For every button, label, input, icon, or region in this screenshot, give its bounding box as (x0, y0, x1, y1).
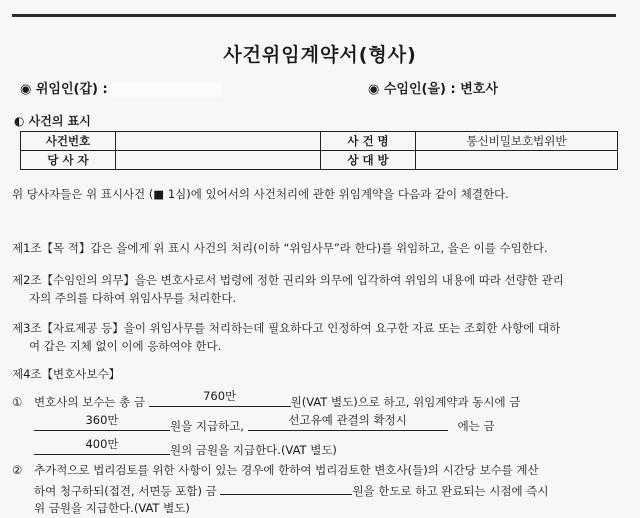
fee-text: 에는 금 (457, 419, 495, 433)
fee-total-amount: 760만 (203, 389, 237, 403)
fee-success-amount: 400만 (85, 437, 119, 451)
table-header-cell: 사건번호 (21, 132, 116, 151)
fee-condition: 선고유예 관결의 확정시 (288, 413, 407, 427)
fee-line-2 (12, 413, 640, 436)
article-3-line1: 제3조【자료제공 등】을이 위임사무를 처리하는데 필요하다고 인정하여 요구한 자료 또는 조회한 사항에 대하 (12, 321, 561, 335)
table-cell (116, 132, 321, 151)
top-rule (12, 14, 616, 17)
table-cell (116, 151, 321, 170)
delegatee-row (368, 78, 498, 97)
table-header-cell: 사 건 명 (321, 132, 416, 151)
case-table (20, 131, 618, 170)
fee-total-field (149, 389, 291, 407)
fee-advance-amount: 360만 (85, 413, 119, 427)
fee-line-3 (12, 437, 640, 460)
delegator-label: ◉ 위임인(갑) : (20, 82, 108, 97)
item-number: ② (12, 463, 23, 477)
item-number: ① (12, 395, 23, 409)
fee-success-field (34, 437, 170, 455)
section-title: ◐ 사건의 표시 (14, 114, 91, 128)
fee-cap-field (220, 480, 352, 495)
fee-text: 추가적으로 법리검토를 위한 사항이 있는 경우에 한하여 법리검토한 변호사(들)의 시간당 보수를 계산 (34, 463, 539, 477)
table-row (21, 151, 618, 170)
article-1: 제1조【목 적】갑은 을에게 위 표시 사건의 처리(이하 “위임사무”라 한다)를 위임하고, 을은 이를 수임한다. (12, 241, 548, 255)
fee-text: 원(VAT 별도)으로 하고, 위임계약과 동시에 금 (290, 395, 521, 409)
article-4-title: 제4조【변호사보수】 (12, 367, 121, 381)
table-header-cell: 상 대 방 (321, 151, 416, 170)
fee-advance-field (34, 413, 170, 431)
fee-text: 원의 금원을 지급한다.(VAT 별도) (170, 443, 337, 457)
intro-text: 위 당사자들은 위 표시사건 (■ 1심)에 있어서의 사건처리에 관한 위임계약을 다음과 같이 체결한다. (12, 187, 509, 201)
fee-text: 하여 청구하되(접견, 서면등 포함) 금 (34, 484, 217, 498)
article-2-line1: 제2조【수임인의 의무】을은 변호사로서 법령에 정한 권리와 의무에 입각하여 위임의 내용에 따라 선량한 관리 (12, 273, 564, 287)
delegatee-value: 변호사 (460, 82, 498, 97)
table-header-cell: 당 사 자 (21, 151, 116, 170)
article-2-line2: 자의 주의를 다하여 위임사무를 처리한다. (29, 291, 237, 305)
redacted-field (112, 83, 222, 97)
delegator-row (20, 78, 222, 97)
fee-text: 원을 지급하고, (170, 419, 244, 433)
article-3-line2: 여 갑은 지체 없이 이에 응하여야 한다. (29, 339, 222, 353)
fee-line-6: 위 금원을 지급한다.(VAT 별도) (34, 501, 190, 515)
delegatee-label: ◉ 수임인(을) : (368, 82, 456, 97)
fee-text: 변호사의 보수는 총 금 (34, 395, 145, 409)
fee-line-4 (12, 460, 624, 480)
page-title: 사건위임계약서(형사) (223, 44, 417, 66)
table-cell: 통신비밀보호법위반 (416, 132, 618, 151)
fee-line-1 (12, 389, 624, 412)
fee-text: 원을 한도로 하고 완료되는 시점에 즉시 (352, 484, 549, 498)
table-cell (416, 151, 618, 170)
fee-condition-field (248, 413, 448, 431)
table-row (21, 132, 618, 151)
